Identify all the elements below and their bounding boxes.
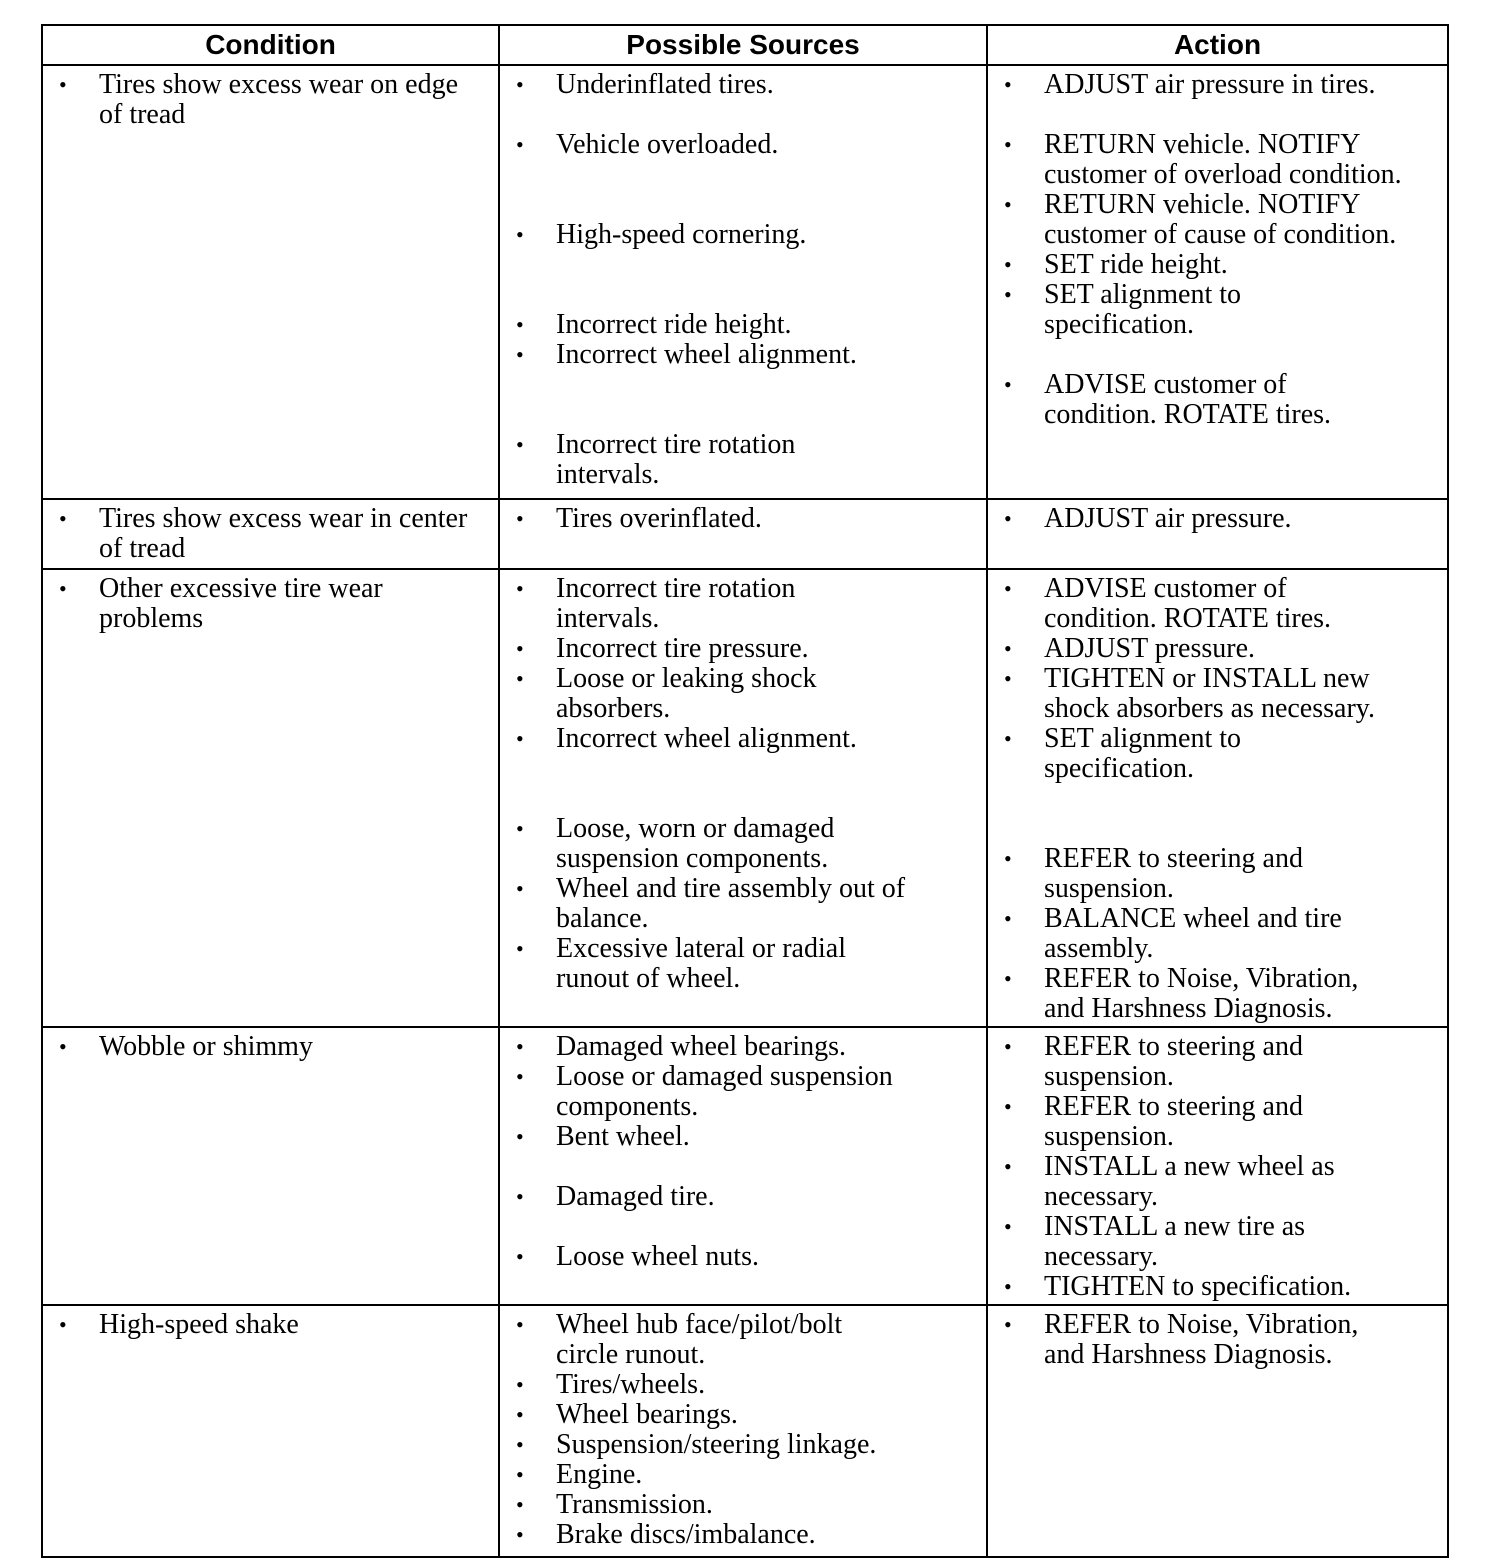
sources-cell — [499, 65, 987, 499]
source-item: • Loose or leaking shock absorbers. — [500, 664, 876, 724]
source-item: • Incorrect tire rotation intervals. — [500, 574, 856, 634]
action-item: • ADVISE customer of condition. ROTATE tires. — [988, 370, 1384, 430]
source-item: • Loose wheel nuts. — [500, 1242, 976, 1272]
sources-cell — [499, 569, 987, 1027]
action-item: • INSTALL a new wheel as necessary. — [988, 1152, 1384, 1212]
source-item: • Wheel and tire assembly out of balance. — [500, 874, 936, 934]
action-item: • REFER to steering and suspension. — [988, 844, 1344, 904]
condition-cell — [42, 569, 499, 1027]
action-item: • RETURN vehicle. NOTIFY customer of cause of condition. — [988, 190, 1404, 250]
header-row — [42, 25, 1448, 65]
action-item: • TIGHTEN to specification. — [988, 1272, 1437, 1302]
source-item: • Incorrect wheel alignment. — [500, 724, 976, 754]
action-cell — [987, 65, 1448, 499]
table-row — [42, 1027, 1448, 1305]
action-cell — [987, 569, 1448, 1027]
diagnosis-table — [41, 24, 1449, 1558]
action-item: • BALANCE wheel and tire assembly. — [988, 904, 1394, 964]
source-item: • Vehicle overloaded. — [500, 130, 976, 160]
action-cell — [987, 499, 1448, 569]
source-item: • Wheel bearings. — [500, 1400, 976, 1430]
table-row — [42, 65, 1448, 499]
action-item: • ADJUST air pressure in tires. — [988, 70, 1437, 100]
header-action: Action — [987, 25, 1448, 65]
condition-text: • Tires show excess wear in center of tread — [43, 504, 488, 564]
condition-cell — [42, 65, 499, 499]
condition-text: • Wobble or shimmy — [43, 1032, 488, 1062]
source-item: • Bent wheel. — [500, 1122, 976, 1152]
action-item: • RETURN vehicle. NOTIFY customer of overload condition. — [988, 130, 1404, 190]
table-row — [42, 499, 1448, 569]
source-item: • Excessive lateral or radial runout of wheel. — [500, 934, 896, 994]
source-item: • Loose or damaged suspension components. — [500, 1062, 976, 1122]
action-item: • ADJUST air pressure. — [988, 504, 1437, 534]
sources-cell — [499, 1027, 987, 1305]
action-item: • SET ride height. — [988, 250, 1437, 280]
action-item: • REFER to Noise, Vibration, and Harshness Diagnosis. — [988, 1310, 1394, 1370]
source-item: • Damaged tire. — [500, 1182, 976, 1212]
action-item: • SET alignment to specification. — [988, 724, 1304, 784]
source-item: • Incorrect tire pressure. — [500, 634, 976, 664]
sources-cell — [499, 1305, 987, 1557]
table-row — [42, 1305, 1448, 1557]
action-item: • REFER to steering and suspension. — [988, 1032, 1344, 1092]
condition-text: • High-speed shake — [43, 1310, 488, 1340]
action-cell — [987, 1027, 1448, 1305]
condition-text: • Other excessive tire wear problems — [43, 574, 488, 634]
action-item: • ADVISE customer of condition. ROTATE tires. — [988, 574, 1384, 634]
action-item: • REFER to steering and suspension. — [988, 1092, 1344, 1152]
source-item: • Damaged wheel bearings. — [500, 1032, 976, 1062]
condition-cell — [42, 1027, 499, 1305]
source-item: • Suspension/steering linkage. — [500, 1430, 976, 1460]
action-cell — [987, 1305, 1448, 1557]
source-item: • Underinflated tires. — [500, 70, 976, 100]
action-item: • TIGHTEN or INSTALL new shock absorbers as necessary. — [988, 664, 1437, 724]
source-item: • Incorrect wheel alignment. — [500, 340, 976, 370]
source-item: • Loose, worn or damaged suspension components. — [500, 814, 886, 874]
header-condition: Condition — [42, 25, 499, 65]
source-item: • Tires/wheels. — [500, 1370, 976, 1400]
source-item: • Incorrect tire rotation intervals. — [500, 430, 856, 490]
action-item: • REFER to Noise, Vibration, and Harshness Diagnosis. — [988, 964, 1394, 1024]
source-item: • Brake discs/imbalance. — [500, 1520, 976, 1550]
source-item: • Incorrect ride height. — [500, 310, 976, 340]
action-item: • INSTALL a new tire as necessary. — [988, 1212, 1354, 1272]
condition-cell — [42, 499, 499, 569]
source-item: • Engine. — [500, 1460, 976, 1490]
table-row — [42, 569, 1448, 1027]
condition-text: • Tires show excess wear on edge of tread — [43, 70, 488, 130]
source-item: • High-speed cornering. — [500, 220, 976, 250]
source-item: • Transmission. — [500, 1490, 976, 1520]
sources-cell — [499, 499, 987, 569]
condition-cell — [42, 1305, 499, 1557]
action-item: • ADJUST pressure. — [988, 634, 1437, 664]
action-item: • SET alignment to specification. — [988, 280, 1304, 340]
source-item: • Tires overinflated. — [500, 504, 976, 534]
header-possible-sources: Possible Sources — [499, 25, 987, 65]
source-item: • Wheel hub face/pilot/bolt circle runout. — [500, 1310, 886, 1370]
